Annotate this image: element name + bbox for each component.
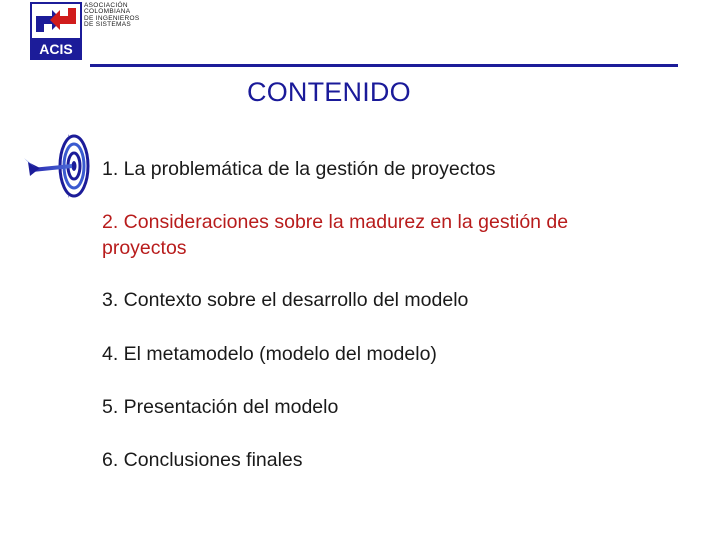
list-item-4: 4. El metamodelo (modelo del modelo) <box>102 343 437 365</box>
list-item-5: 5. Presentación del modelo <box>102 396 339 418</box>
logo-line: DE INGENIEROS <box>84 14 140 22</box>
slide-title: CONTENIDO <box>247 77 411 107</box>
header-divider <box>90 64 678 67</box>
list-item-6: 6. Conclusiones finales <box>102 449 303 471</box>
target-arrow-icon <box>24 128 96 204</box>
logo-acronym: ACIS <box>39 41 73 57</box>
logo-line: DE SISTEMAS <box>84 21 132 29</box>
acis-logo <box>30 2 82 60</box>
list-item-2: 2. Consideraciones sobre la madurez en la gestión de proyectos <box>102 211 569 259</box>
list-item-1: 1. La problemática de la gestión de proyectos <box>102 158 496 180</box>
logo-line: ASOCIACIÓN <box>84 2 128 9</box>
logo-text <box>84 3 140 29</box>
list-item-3: 3. Contexto sobre el desarrollo del modelo <box>102 289 469 311</box>
logo-line: COLOMBIANA <box>84 8 131 16</box>
